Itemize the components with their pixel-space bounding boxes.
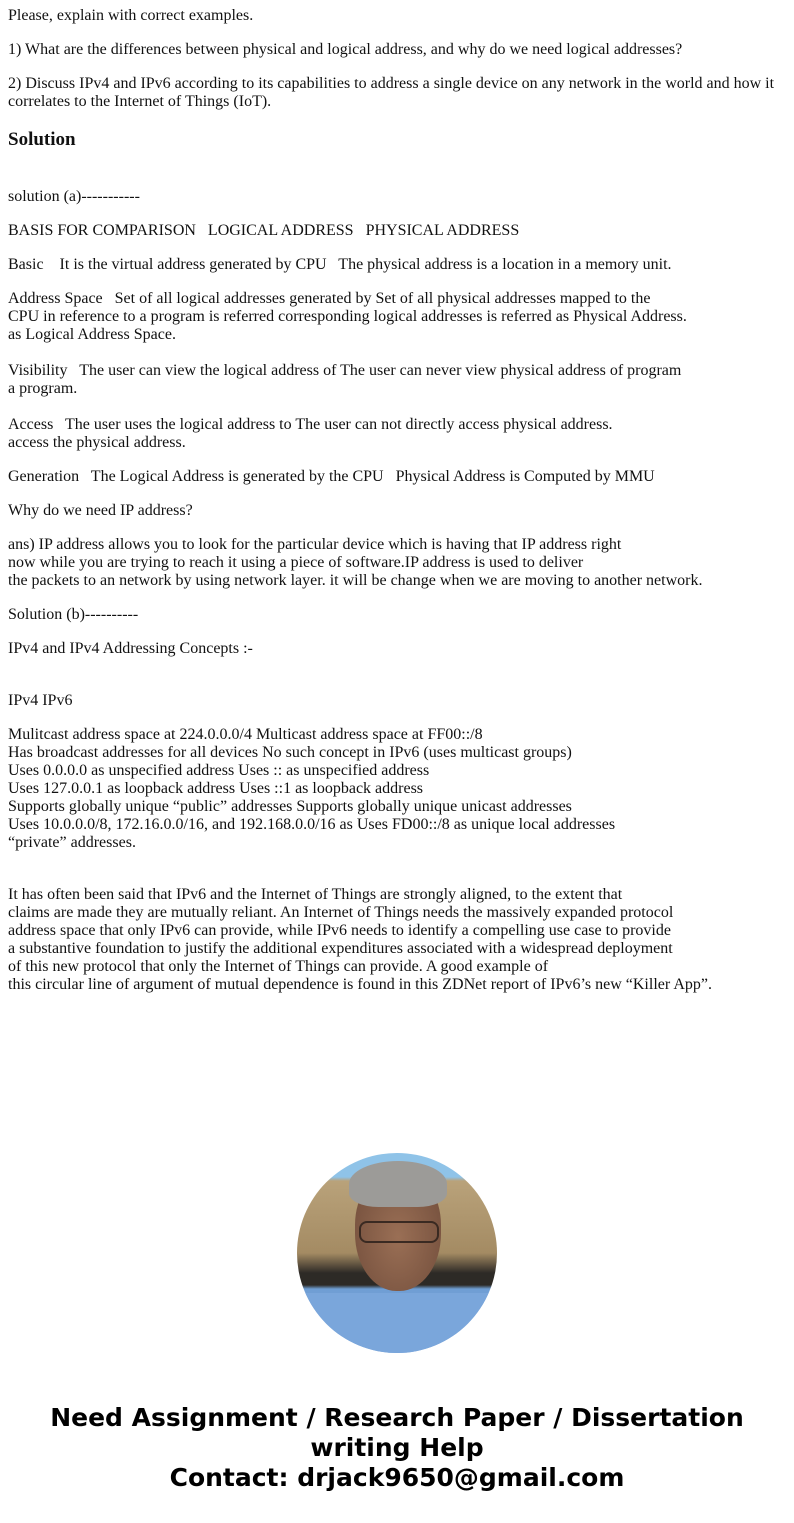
iot-paragraph-line: address space that only IPv6 can provide, while IPv6 needs to identify a compelling use case to provide bbox=[8, 922, 671, 939]
iot-paragraph-line: a substantive foundation to justify the additional expenditures associated with a widespread deployment bbox=[8, 940, 673, 957]
comparison-row-address-space: as Logical Address Space. bbox=[8, 326, 176, 343]
comparison-row-access: access the physical address. bbox=[8, 434, 186, 451]
question-2-line-1: 2) Discuss IPv4 and IPv6 according to its capabilities to address a single device on any network in the world and how it bbox=[8, 75, 775, 92]
iot-paragraph-line: of this new protocol that only the Internet of Things can provide. A good example of bbox=[8, 958, 549, 975]
cta-contact-email: Contact: drjack9650@gmail.com bbox=[169, 1463, 625, 1492]
concepts-title: IPv4 and IPv4 Addressing Concepts :- bbox=[8, 640, 253, 657]
iot-paragraph-line: It has often been said that IPv6 and the Internet of Things are strongly aligned, to the extent that bbox=[8, 886, 623, 903]
comparison-row-generation: Generation The Logical Address is generated by the CPU Physical Address is Computed by MMU bbox=[8, 468, 655, 485]
question-1: 1) What are the differences between physical and logical address, and why do we need logical addresses? bbox=[8, 41, 683, 58]
author-avatar bbox=[297, 1153, 497, 1353]
contact-banner bbox=[0, 1403, 794, 1493]
ip-comparison-header: IPv4 IPv6 bbox=[8, 692, 73, 709]
avatar-shirt bbox=[297, 1293, 497, 1353]
comparison-row-visibility: a program. bbox=[8, 380, 78, 397]
avatar-glasses bbox=[359, 1221, 439, 1243]
part-b-label: Solution (b)---------- bbox=[8, 606, 139, 623]
answer-line: ans) IP address allows you to look for the particular device which is having that IP address right bbox=[8, 536, 622, 553]
ip-comparison-line: Uses 0.0.0.0 as unspecified address Uses :: as unspecified address bbox=[8, 762, 430, 779]
ip-comparison-line: Has broadcast addresses for all devices No such concept in IPv6 (uses multicast groups) bbox=[8, 744, 572, 761]
comparison-row-visibility: Visibility The user can view the logical address of The user can never view physical address of program bbox=[8, 362, 682, 379]
question-intro: Please, explain with correct examples. bbox=[8, 7, 254, 24]
cta-line-2: writing Help bbox=[310, 1433, 484, 1462]
comparison-row-basic: Basic It is the virtual address generated by CPU The physical address is a location in a memory unit. bbox=[8, 256, 672, 273]
answer-line: the packets to an network by using network layer. it will be change when we are moving to another network. bbox=[8, 572, 703, 589]
iot-paragraph-line: this circular line of argument of mutual dependence is found in this ZDNet report of IPv6’s new “Killer App”. bbox=[8, 976, 712, 993]
question-2-line-2: correlates to the Internet of Things (IoT). bbox=[8, 93, 272, 110]
solution-heading: Solution bbox=[8, 129, 76, 150]
why-ip-question: Why do we need IP address? bbox=[8, 502, 193, 519]
ip-comparison-line: “private” addresses. bbox=[8, 834, 136, 851]
iot-paragraph-line: claims are made they are mutually reliant. An Internet of Things needs the massively expanded protocol bbox=[8, 904, 674, 921]
ip-comparison-line: Mulitcast address space at 224.0.0.0/4 Multicast address space at FF00::/8 bbox=[8, 726, 483, 743]
comparison-header: BASIS FOR COMPARISON LOGICAL ADDRESS PHYSICAL ADDRESS bbox=[8, 222, 520, 239]
avatar-hair bbox=[349, 1161, 447, 1207]
comparison-row-address-space: CPU in reference to a program is referred corresponding logical addresses is referred as Physical Address. bbox=[8, 308, 687, 325]
answer-line: now while you are trying to reach it using a piece of software.IP address is used to deliver bbox=[8, 554, 584, 571]
comparison-row-address-space: Address Space Set of all logical addresses generated by Set of all physical addresses mapped to the bbox=[8, 290, 651, 307]
ip-comparison-line: Uses 10.0.0.0/8, 172.16.0.0/16, and 192.168.0.0/16 as Uses FD00::/8 as unique local addresses bbox=[8, 816, 616, 833]
comparison-row-access: Access The user uses the logical address to The user can not directly access physical address. bbox=[8, 416, 613, 433]
ip-comparison-line: Supports globally unique “public” addresses Supports globally unique unicast addresses bbox=[8, 798, 572, 815]
part-a-label: solution (a)----------- bbox=[8, 188, 140, 205]
ip-comparison-line: Uses 127.0.0.1 as loopback address Uses ::1 as loopback address bbox=[8, 780, 424, 797]
cta-line-1: Need Assignment / Research Paper / Dissertation bbox=[50, 1403, 744, 1432]
